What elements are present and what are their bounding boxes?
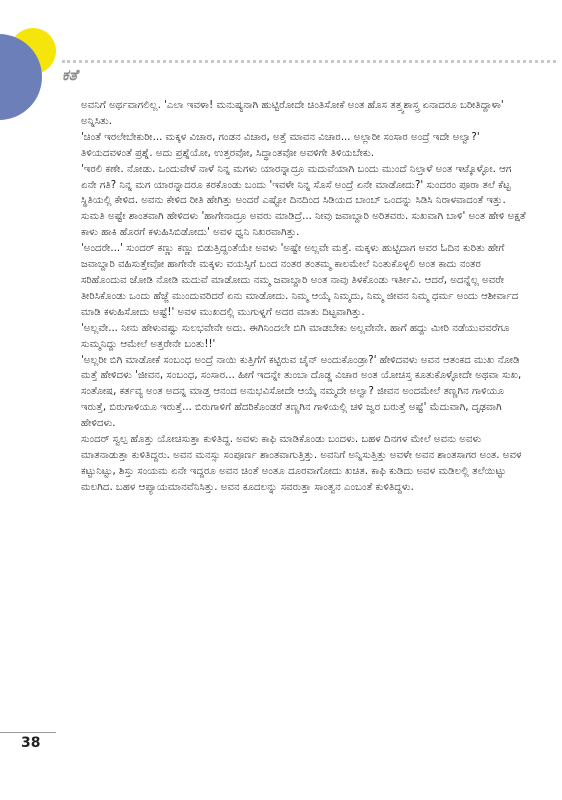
section-title: ಕತೆ	[62, 66, 78, 84]
header-dotted-rule	[62, 60, 556, 63]
paragraph: ಅವನಿಗೆ ಅರ್ಥವಾಗಲಿಲ್ಲ. 'ಎಲಾ ಇವಳಾ! ಮನುಷ್ಯನಾಗಿ ಹುಟ್ಟಿರೋದೇ ಚಿಂತಿಸೋಕೆ ಅಂತ ಹೊಸ ತತ್ತ್ವಶಾಸ್ತ್ರ ಏನಾದರೂ ಬರೀತಿದ್ದಾಳಾ' ಅನ್ನಿಸಿತು.	[81, 100, 504, 127]
paragraph: 'ಅಂದರೇ...' ಸುಂದರ್ ಕಣ್ಣು ಕಣ್ಣು ಬಿಡುತ್ತಿದ್ದಂತೆಯೇ ಅವಳು 'ಅಷ್ಟೇ ಅಲ್ಲವೇ ಮತ್ತೆ. ಮಕ್ಕಳು ಹುಟ್ಟಿದಾಗ ಅವರ ಓದಿನ ಕುರಿತು ಹೇಗೆ ಜವಾಬ್ದಾರಿ ವಹಿಸುತ್ತೇವೋ ಹಾಗೇನೇ ಮಕ್ಕಳು ವಯಸ್ಸಿಗೆ ಬಂದ ನಂತರ ತಂತಮ್ಮ ಕಾಲಮೇಲೆ ನಿಂತುಕೊಳ್ಳಲಿ ಅಂತ ಕಾದು ನಂತರ ಸರಿಹೊಂದುವ ಜೋಡಿ ನೋಡಿ ಮದುವೆ ಮಾಡೋದು ನಮ್ಮ ಜವಾಬ್ದಾರಿ ಅಂತ ನಾವು ತಿಳಕೊಂಡು ಇರ್ತೀವಿ. ಆದರೆ, ಅದನ್ನೆಲ್ಲ ಅವರೇ ತೀರಿಸಿಕೊಂಡು ಒಂದು ಹೆಜ್ಜೆ ಮುಂದುವರಿದರೆ ಏನು ಮಾಡೋದು. ನಿಮ್ಮ ಆಯ್ಕೆ ನಿಮ್ಮದು, ನಿಮ್ಮ ಜೀವನ ನಿಮ್ಮ ಧರ್ಮ ಅಂದು ಆಶೀರ್ವಾದ ಮಾಡಿ ಕಳುಹಿಸೋದು ಅಷ್ಟೆ!' ಅವಳ ಮುಖದಲ್ಲಿ ಮುಗುಳ್ನಗೆ ಅದರ ಮಾತು ದಿಟ್ಟವಾಗಿತ್ತು.	[81, 243, 519, 318]
paragraph: 'ಅಲ್ಲರೀ ಬಿಗಿ ಮಾಡೋಕೆ ಸಂಬಂಧ ಅಂದ್ರೆ ನಾಯಿ ಕುತ್ತಿಗೆಗೆ ಕಟ್ಟಿರುವ ಚೈನ್ ಅಂದುಕೊಂಡ್ರಾ?' ಹೇಳಿದವಳು ಅವನ ಆತಂಕದ ಮುಖ ನೋಡಿ ಮತ್ತೆ ಹೇಳಿದಳು 'ಜೀವನ, ಸಂಬಂಧ, ಸಂಸಾರ... ಹೀಗೆ ಇದನ್ನೇ ತುಂಬಾ ದೊಡ್ಡ ವಿಚಾರ ಅಂತ ಯೋಚಿಸ್ತ ಕೂತುಕೊಳ್ಳೋದೇ ಅಥವಾ ಸುಖ, ಸಂತೋಷ, ಕರ್ತವ್ಯ ಅಂತ ಅದನ್ನ ಮಾಡ್ತ ಆನಂದ ಅನುಭವಿಸೋದೇ ಆಯ್ಕೆ ನಮ್ಮದೇ ಅಲ್ವಾ? ಜೀವನ ಅಂದಮೇಲೆ ತಣ್ಣಗಿನ ಗಾಳಿಯೂ ಇರುತ್ತೆ, ಬಿರುಗಾಳಿಯೂ ಇರುತ್ತೆ... ಬಿರುಗಾಳಿಗೆ ಹೆದರಿಕೊಂಡರೆ ತಣ್ಣಗಿನ ಗಾಳಿಯಲ್ಲಿ ಚಳಿ ಜ್ವರ ಬರುತ್ತೆ ಅಷ್ಟೆ' ಮೆದುವಾಗಿ, ದೃಢವಾಗಿ ಹೇಳಿದಳು.	[81, 354, 522, 430]
paragraph: 'ಅಲ್ಲವೇ... ನೀನು ಹೇಳುವಷ್ಟು ಸುಲಭವೇನೇ ಅದು. ಈಗಿನಿಂದಲೇ ಬಿಗಿ ಮಾಡಬೇಕು ಅಲ್ಲವೇನೇ. ಹಾಗೆ ಹದ್ದು ಮೀರಿ ನಡೆಯುವವರೆಗೂ ಸುಮ್ಮನಿದ್ದು ಆಮೇಲೆ ಅತ್ತರೇನೇ ಬಂತು!!'	[81, 322, 510, 350]
page-number: 38	[21, 735, 41, 751]
paragraph: 'ಇರಲಿ ಕಣೇ. ನೋಡು. ಒಂದುವೇಳೆ ನಾಳೆ ನಿನ್ನ ಮಗಳು ಯಾರನ್ನಾದ್ರೂ ಮದುವೆಯಾಗಿ ಬಂದು ಮುಂದೆ ನಿಲ್ತಾಳೆ ಅಂತ ಇಟ್ಕೊಳ್ಳೋ. ಆಗ ಏನೇ ಗತಿ? ನಿನ್ನ ಮಗ ಯಾರನ್ನಾದರೂ ಕರಕೊಂಡು ಬಂದು 'ಇವಳೇ ನಿನ್ನ ಸೊಸೆ ಅಂದ್ರೆ ಏನೇ ಮಾಡೋದು?' ಸುಂದರಂ ಪೂರಾ ತಲೆ ಕೆಟ್ಟ ಸ್ಥಿತಿಯಲ್ಲಿ ಕೇಳಿದ. ಅವನು ಕೇಳಿದ ರೀತಿ ಹೇಗಿತ್ತು ಅಂದರೆ ಎಷ್ಟೋ ದಿನದಿಂದ ಸಿಡಿಯದ ಬಾಂಬ್ ಒಂದನ್ನು ಸಿಡಿಸಿ ನಿರಾಳವಾದಂತೆ ಇತ್ತು.	[81, 163, 512, 207]
article-body	[81, 98, 526, 496]
paragraph: 'ಚಿಂತೆ ಇರಲೇಬೇಕುರೀ... ಮಕ್ಕಳ ವಿಚಾರ, ಗಂಡನ ವಿಚಾರ, ಅತ್ತೆ ಮಾವನ ವಿಚಾರ... ಅಲ್ಲಾರೀ ಸಂಸಾರ ಅಂದ್ರೆ ಇದೇ ಅಲ್ವಾ?' ತಿಳಿಯದವಳಂತೆ ಪ್ರಶ್ನೆ. ಅದು ಪ್ರಶ್ನೆಯೋ, ಉತ್ತರವೋ, ಸಿದ್ಧಾಂತವೋ ಅವಳಿಗೇ ತಿಳಿಯಬೇಕು.	[81, 131, 480, 159]
paragraph: ಸುಮತಿ ಅಷ್ಟೇ ಶಾಂತವಾಗಿ ಹೇಳಿದಳು 'ಹಾಗೇನಾದ್ರೂ ಅವರು ಮಾಡಿದ್ರೆ... ನೀವು ಜವಾಬ್ದಾರಿ ಅರಿತವರು. ಸುಖವಾಗಿ ಬಾಳಿ' ಅಂತ ಹೇಳಿ ಅಕ್ಷತೆ ಕಾಳು ಹಾಕಿ ಹೊರಗೆ ಕಳುಹಿಸಿಬಿಡೋದು' ಅವಳ ಧ್ವನಿ ನಿಖರವಾಗಿತ್ತು.	[81, 211, 526, 239]
paragraph: ಸುಂದರ್ ಸ್ವಲ್ಪ ಹೊತ್ತು ಯೋಚಿಸುತ್ತಾ ಕುಳಿತಿದ್ದ. ಅವಳು ಕಾಫಿ ಮಾಡಿಕೊಂಡು ಬಂದಳು. ಬಹಳ ದಿನಗಳ ಮೇಲೆ ಅವನು ಅವಳು ಮಾತನಾಡುತ್ತಾ ಕುಳಿತಿದ್ದರು. ಅವನ ಮನಸ್ಸು ಸಂಪೂರ್ಣ ಶಾಂತವಾಗುತ್ತಿತ್ತು. ಅವನಿಗೆ ಅನ್ನಿಸುತ್ತಿತ್ತು ಅವಳೇ ಅವನ ಶಾಂತಸಾಗರ ಅಂತ. ಅವಳ ಕಟ್ಟುನಿಟ್ಟು, ಶಿಸ್ತು ಸಂಯಮ ಏನೇ ಇದ್ದರೂ ಅವನ ಚಿಂತೆ ಅಂತೂ ದೂರವಾಗೋದು ಖಚಿತ. ಕಾಫಿ ಕುಡಿದು ಅವಳ ಮಡಿಲಲ್ಲಿ ತಲೆಯಿಟ್ಟು ಮಲಗಿದ. ಬಹಳ ಆಪ್ಯಾಯಮಾನವೆನಿಸಿತ್ತು. ಅವನ ಕೂದಲನ್ನು ಸವರುತ್ತಾ ಸಾಂತ್ವನ ಎಂಬಂತೆ ಕುಳಿತಿದ್ದಳು.	[81, 434, 522, 493]
footer-rule	[0, 732, 56, 733]
